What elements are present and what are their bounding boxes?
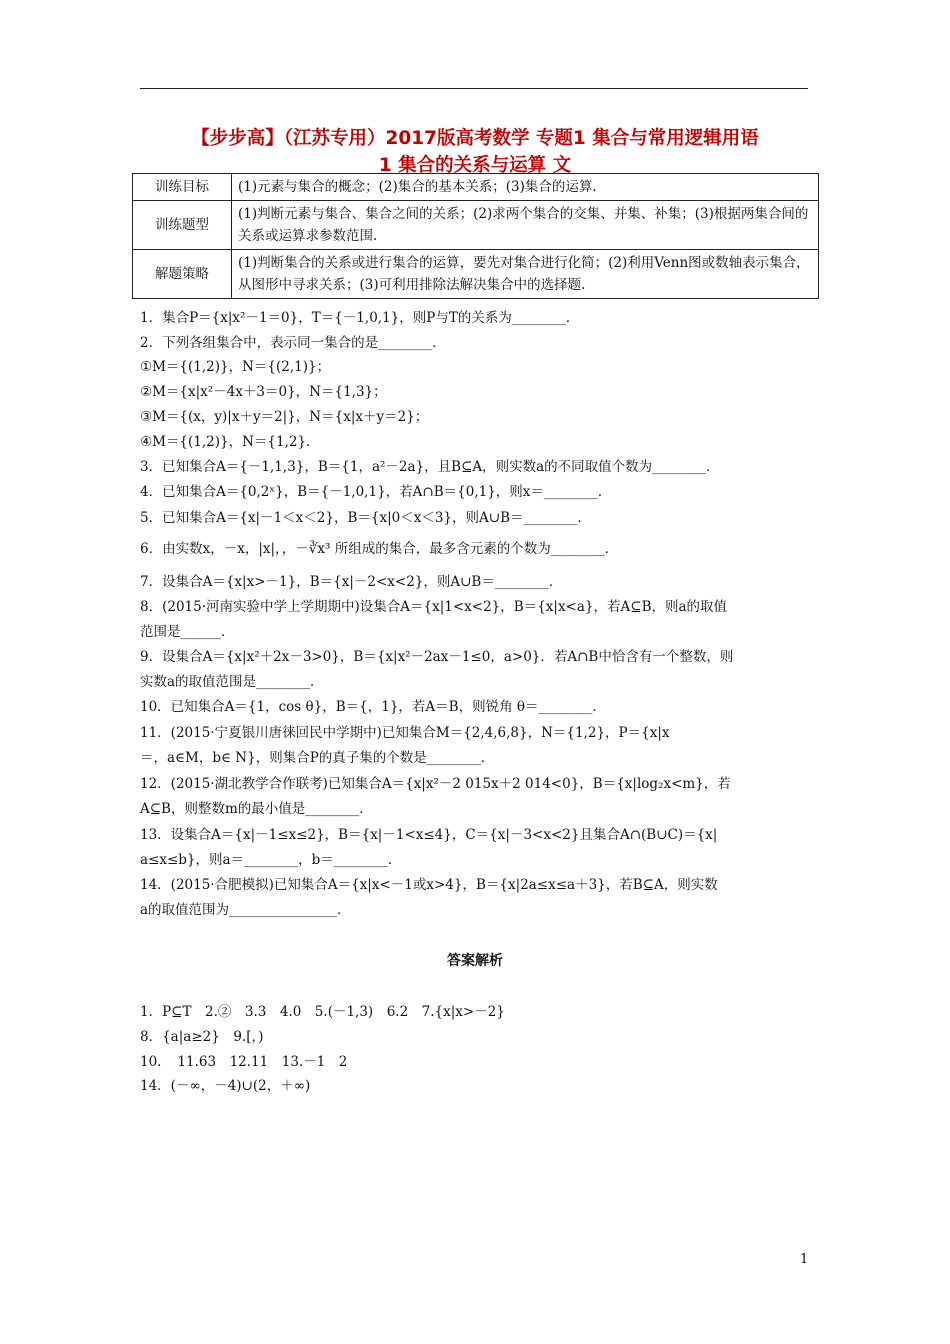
question-line: 4．已知集合A＝{0,2ˣ}，B＝{－1,0,1}，若A∩B＝{0,1}，则x＝________． [140, 484, 612, 500]
question-line: 10．已知集合A＝{1，cos θ}，B＝{，1}，若A＝B，则锐角 θ＝________． [140, 699, 607, 715]
question-line: 6．由实数x，－x，|x|，，－∛x³ 所组成的集合，最多含元素的个数为________． [140, 541, 619, 557]
top-rule [140, 88, 808, 89]
answer-line: 8．{a|a≥2} 9.[，) [140, 1029, 264, 1045]
document-title-line2: 1 集合的关系与运算 文 [378, 155, 572, 176]
question-line: ③M＝{(x，y)|x＋y＝2|}，N＝{x|x＋y＝2}； [140, 409, 429, 425]
question-line: 2．下列各组集合中，表示同一集合的是________． [140, 335, 446, 351]
question-line: 范围是______． [140, 624, 235, 640]
answers-heading: 答案解析 [447, 953, 503, 969]
question-line: 11．(2015·宁夏银川唐徕回民中学期中)已知集合M＝{2,4,6,8}，N＝{1,2}，P＝{x|x [140, 725, 670, 741]
question-line: 3．已知集合A＝{－1,1,3}，B＝{1，a²－2a}，且B⊆A，则实数a的不同取值个数为________． [140, 459, 720, 475]
row-content: (1)判断集合的关系或进行集合的运算，要先对集合进行化简；(2)利用Venn图或数轴表示集合，从图形中寻求关系；(3)可利用排除法解决集合中的选择题. [232, 250, 819, 299]
training-info-table [132, 173, 819, 299]
table-row [133, 201, 819, 250]
question-line: a≤x≤b}，则a＝________，b＝________． [140, 852, 402, 868]
row-label: 训练题型 [133, 201, 232, 250]
question-line: 实数a的取值范围是________． [140, 674, 324, 690]
answer-line: 14．(－∞，－4)∪(2，＋∞) [140, 1078, 311, 1094]
row-content: (1)元素与集合的概念；(2)集合的基本关系；(3)集合的运算. [232, 174, 819, 201]
row-label: 训练目标 [133, 174, 232, 201]
table-row [133, 174, 819, 201]
document-title-line1: 【步步高】（江苏专用）2017版高考数学 专题1 集合与常用逻辑用语 [191, 128, 759, 149]
question-line: 7．设集合A＝{x|x>－1}，B＝{x|－2<x<2}，则A∪B＝________． [140, 574, 563, 590]
answer-line: 10． 11.63 12.11 13.－1 2 [140, 1054, 348, 1070]
question-line: 12．(2015·湖北教学合作联考)已知集合A＝{x|x²－2 015x＋2 014<0}，B＝{x|log₂x<m}，若 [140, 776, 731, 792]
question-line: ①M＝{(1,2)}，N＝{(2,1)}； [140, 359, 331, 375]
row-label: 解题策略 [133, 250, 232, 299]
question-line: a的取值范围为________________． [140, 902, 351, 918]
question-line: 13．设集合A＝{x|－1≤x≤2}，B＝{x|－1<x≤4}，C＝{x|－3<x<2}且集合A∩(B∪C)＝{x| [140, 827, 718, 843]
question-line: 8．(2015·河南实验中学上学期期中)设集合A＝{x|1<x<2}，B＝{x|x<a}，若A⊆B，则a的取值 [140, 599, 728, 615]
question-line: 1．集合P＝{x|x²－1＝0}，T＝{－1,0,1}，则P与T的关系为________． [140, 310, 580, 326]
question-line: 9．设集合A＝{x|x²＋2x－3>0}，B＝{x|x²－2ax－1≤0，a>0}．若A∩B中恰含有一个整数，则 [140, 649, 734, 665]
question-line: ②M＝{x|x²－4x＋3＝0}，N＝{1,3}； [140, 384, 387, 400]
question-line: ＝，a∈M，b∈ N}，则集合P的真子集的个数是________． [140, 750, 495, 766]
question-line: A⊆B，则整数m的最小值是________． [140, 801, 373, 817]
question-line: ④M＝{(1,2)}，N＝{1,2}． [140, 434, 320, 450]
table-row [133, 250, 819, 299]
page-number: 1 [800, 1252, 809, 1267]
question-line: 14．(2015·合肥模拟)已知集合A＝{x|x<－1或x>4}，B＝{x|2a≤x≤a＋3}，若B⊆A，则实数 [140, 877, 718, 893]
answer-line: 1．P⊆T 2.② 3.3 4.0 5.(－1,3) 6.2 7.{x|x>－2} [140, 1004, 505, 1020]
row-content: (1)判断元素与集合、集合之间的关系；(2)求两个集合的交集、并集、补集；(3)根据两集合间的关系或运算求参数范围. [232, 201, 819, 250]
question-line: 5．已知集合A＝{x|－1＜x＜2}，B＝{x|0＜x＜3}，则A∪B＝________． [140, 510, 592, 526]
